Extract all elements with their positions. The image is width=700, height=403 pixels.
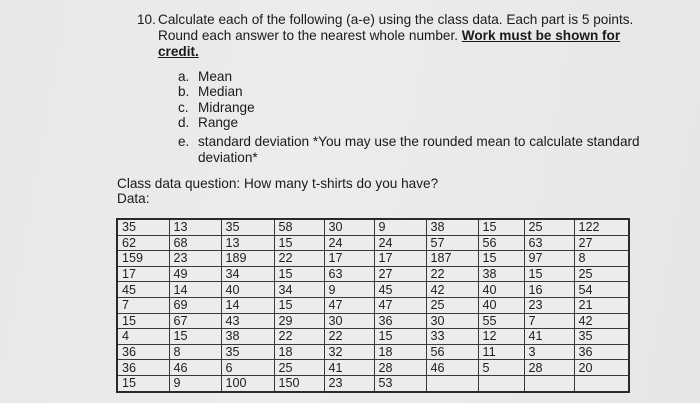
table-cell: 36 xyxy=(374,313,426,329)
table-row xyxy=(117,329,629,345)
table-cell: 29 xyxy=(274,313,324,329)
table-cell: 34 xyxy=(221,266,274,282)
credit-note: credit. xyxy=(158,44,199,59)
table-cell: 25 xyxy=(426,297,478,313)
table-cell: 100 xyxy=(221,375,274,391)
table-cell: 7 xyxy=(524,313,574,329)
table-cell: 7 xyxy=(117,297,169,313)
table-cell: 24 xyxy=(324,235,374,251)
part-d-letter: d. xyxy=(178,115,190,130)
table-cell xyxy=(524,375,574,391)
table-row xyxy=(117,266,629,282)
table-cell: 38 xyxy=(221,329,274,345)
table-cell: 27 xyxy=(574,235,629,251)
table-cell: 49 xyxy=(169,266,221,282)
table-cell: 47 xyxy=(324,297,374,313)
table-cell: 22 xyxy=(274,251,324,267)
table-cell: 43 xyxy=(221,313,274,329)
table-cell: 15 xyxy=(478,251,524,267)
table-row xyxy=(117,344,629,360)
table-cell: 14 xyxy=(221,297,274,313)
part-b-text: Median xyxy=(198,84,243,99)
table-cell: 22 xyxy=(426,266,478,282)
class-data-question: Class data question: How many t-shirts do you have? xyxy=(117,176,439,191)
table-cell: 20 xyxy=(574,360,629,376)
table-cell: 30 xyxy=(324,313,374,329)
table-cell: 35 xyxy=(221,219,274,235)
question-line-2 xyxy=(158,28,620,44)
table-cell: 56 xyxy=(426,344,478,360)
table-cell: 15 xyxy=(524,266,574,282)
table-cell: 57 xyxy=(426,235,478,251)
table-row xyxy=(117,235,629,251)
table-cell: 67 xyxy=(169,313,221,329)
table-cell: 15 xyxy=(274,297,324,313)
table-cell: 25 xyxy=(524,219,574,235)
part-e-letter: e. xyxy=(178,134,190,149)
table-cell: 45 xyxy=(117,282,169,298)
table-row xyxy=(117,375,629,391)
table-cell: 17 xyxy=(374,251,426,267)
table-cell: 9 xyxy=(374,219,426,235)
table-cell: 42 xyxy=(426,282,478,298)
table-cell: 18 xyxy=(274,344,324,360)
table-cell: 21 xyxy=(574,297,629,313)
table-body xyxy=(117,219,629,392)
table-cell: 55 xyxy=(478,313,524,329)
table-cell: 12 xyxy=(478,329,524,345)
table-cell xyxy=(426,375,478,391)
table-cell: 36 xyxy=(574,344,629,360)
table-cell: 11 xyxy=(478,344,524,360)
table-cell: 35 xyxy=(221,344,274,360)
table-row xyxy=(117,251,629,267)
table-row xyxy=(117,313,629,329)
table-cell: 41 xyxy=(524,329,574,345)
table-cell: 9 xyxy=(169,375,221,391)
part-d-text: Range xyxy=(198,115,239,130)
table-cell: 36 xyxy=(117,360,169,376)
table-cell: 34 xyxy=(274,282,324,298)
table-cell: 38 xyxy=(478,266,524,282)
table-cell: 42 xyxy=(574,313,629,329)
table-cell: 17 xyxy=(117,266,169,282)
table-cell: 45 xyxy=(374,282,426,298)
table-cell: 8 xyxy=(169,344,221,360)
table-cell: 5 xyxy=(478,360,524,376)
table-cell: 53 xyxy=(374,375,426,391)
table-cell: 32 xyxy=(324,344,374,360)
table-cell: 15 xyxy=(274,235,324,251)
table-cell: 23 xyxy=(169,251,221,267)
table-cell: 38 xyxy=(426,219,478,235)
table-cell: 58 xyxy=(274,219,324,235)
part-b-letter: b. xyxy=(178,84,190,99)
table-cell: 15 xyxy=(478,219,524,235)
table-cell: 30 xyxy=(426,313,478,329)
table-cell: 15 xyxy=(374,329,426,345)
table-cell: 3 xyxy=(524,344,574,360)
table-cell: 4 xyxy=(117,329,169,345)
table-cell: 28 xyxy=(524,360,574,376)
table-cell: 15 xyxy=(117,375,169,391)
table-cell: 69 xyxy=(169,297,221,313)
table-cell: 189 xyxy=(221,251,274,267)
table-cell: 13 xyxy=(169,219,221,235)
table-cell: 14 xyxy=(169,282,221,298)
part-e-text: standard deviation *You may use the rounded mean to calculate standard xyxy=(198,134,640,149)
table-row xyxy=(117,282,629,298)
table-cell: 97 xyxy=(524,251,574,267)
table-cell: 41 xyxy=(324,360,374,376)
table-cell: 62 xyxy=(117,235,169,251)
table-cell: 25 xyxy=(574,266,629,282)
part-c-text: Midrange xyxy=(198,100,255,115)
table-cell: 40 xyxy=(478,282,524,298)
table-cell: 15 xyxy=(117,313,169,329)
table-cell: 24 xyxy=(374,235,426,251)
table-cell: 9 xyxy=(324,282,374,298)
table-cell: 56 xyxy=(478,235,524,251)
table-cell: 187 xyxy=(426,251,478,267)
table-cell: 15 xyxy=(169,329,221,345)
table-cell: 150 xyxy=(274,375,324,391)
table-cell: 33 xyxy=(426,329,478,345)
table-cell: 25 xyxy=(274,360,324,376)
table-cell: 46 xyxy=(426,360,478,376)
table-cell: 23 xyxy=(524,297,574,313)
data-label: Data: xyxy=(117,191,150,206)
table-cell xyxy=(574,375,629,391)
table-cell: 40 xyxy=(221,282,274,298)
table-cell: 63 xyxy=(324,266,374,282)
part-c-letter: c. xyxy=(178,100,189,115)
table-cell: 35 xyxy=(117,219,169,235)
part-a-text: Mean xyxy=(198,69,233,84)
table-cell: 22 xyxy=(324,329,374,345)
table-cell: 18 xyxy=(374,344,426,360)
table-cell: 28 xyxy=(374,360,426,376)
table-cell: 63 xyxy=(524,235,574,251)
table-cell: 46 xyxy=(169,360,221,376)
table-cell: 22 xyxy=(274,329,324,345)
table-cell: 47 xyxy=(374,297,426,313)
table-cell: 23 xyxy=(324,375,374,391)
class-data-table xyxy=(116,218,630,393)
table-cell: 8 xyxy=(574,251,629,267)
table-cell: 122 xyxy=(574,219,629,235)
part-e-continuation: deviation* xyxy=(198,150,258,165)
question-line-1: Calculate each of the following (a-e) using the class data. Each part is 5 points. xyxy=(158,12,634,27)
table-cell: 35 xyxy=(574,329,629,345)
table-cell: 6 xyxy=(221,360,274,376)
table-cell: 27 xyxy=(374,266,426,282)
part-a-letter: a. xyxy=(178,69,190,84)
table-cell: 68 xyxy=(169,235,221,251)
table-cell: 36 xyxy=(117,344,169,360)
table-row xyxy=(117,360,629,376)
table-cell: 54 xyxy=(574,282,629,298)
table-cell: 16 xyxy=(524,282,574,298)
table-cell: 30 xyxy=(324,219,374,235)
question-number: 10. xyxy=(137,12,156,27)
table-row xyxy=(117,297,629,313)
table-cell: 13 xyxy=(221,235,274,251)
table-row xyxy=(117,219,629,235)
table-cell: 159 xyxy=(117,251,169,267)
table-cell: 15 xyxy=(274,266,324,282)
table-cell: 40 xyxy=(478,297,524,313)
table-cell xyxy=(478,375,524,391)
table-cell: 17 xyxy=(324,251,374,267)
work-shown-note: Work must be shown for xyxy=(461,28,621,43)
question-line-2-plain: Round each answer to the nearest whole number. xyxy=(158,28,462,43)
